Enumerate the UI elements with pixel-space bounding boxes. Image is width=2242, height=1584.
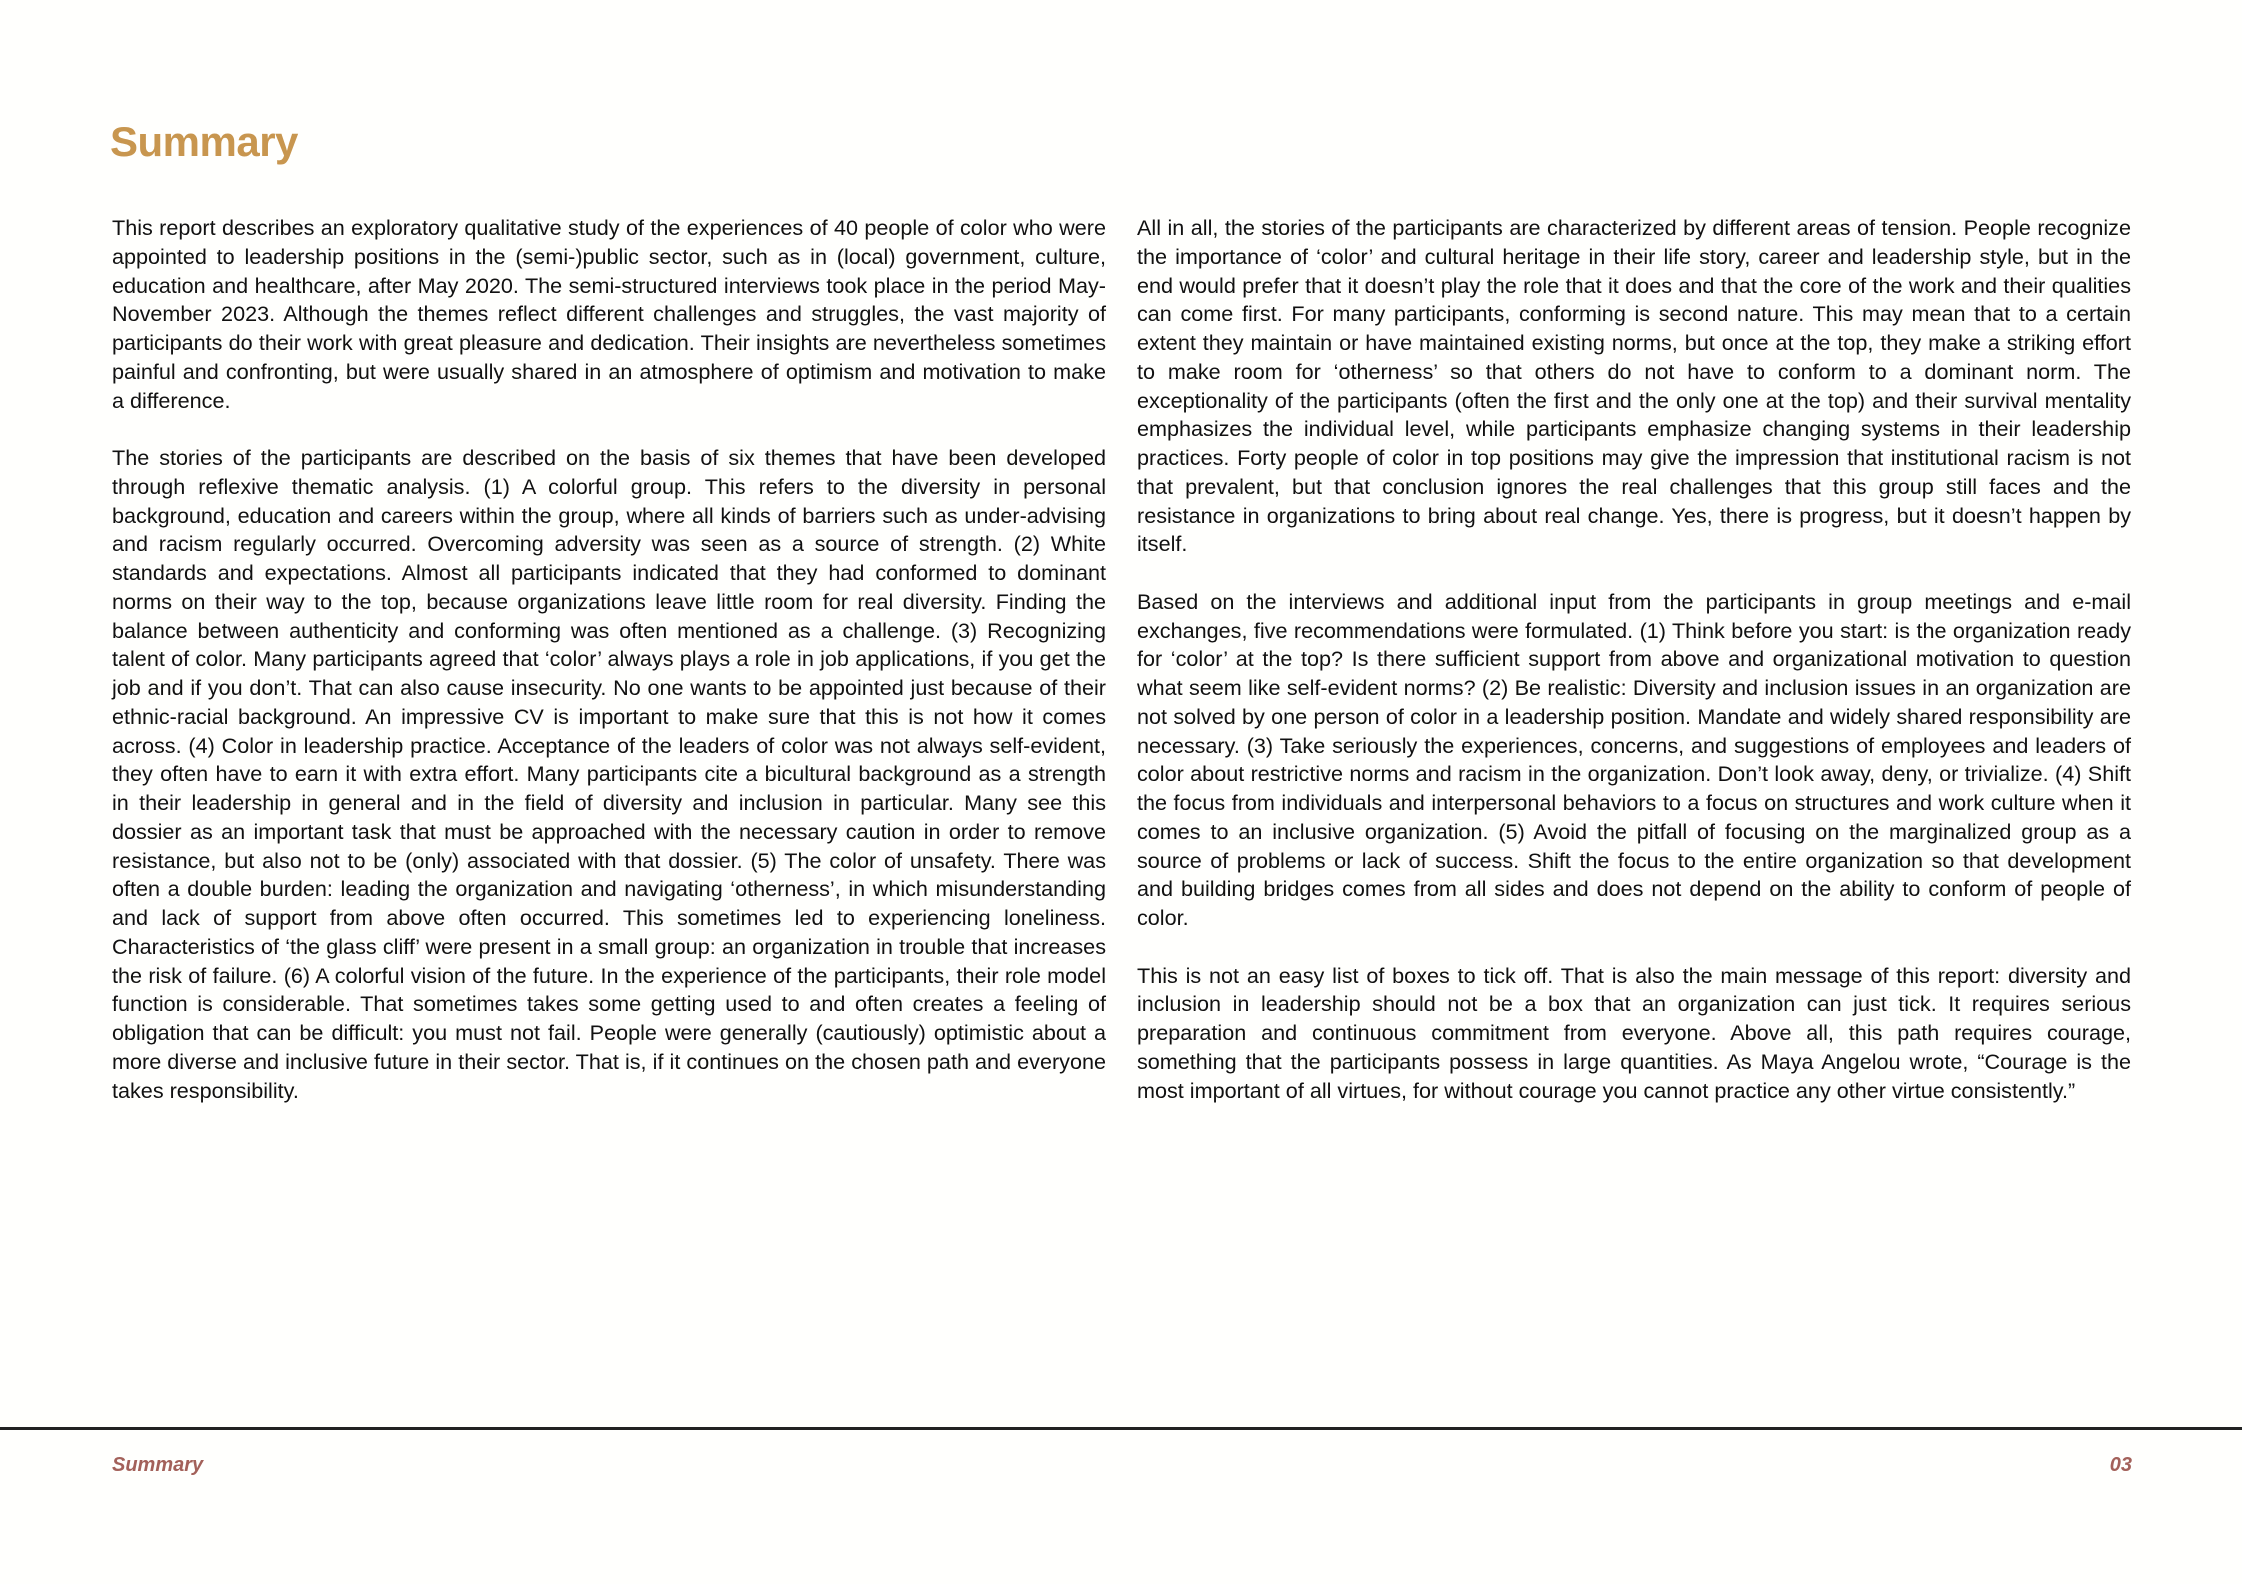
page-title: Summary <box>110 118 298 165</box>
footer-section-title: Summary <box>112 1454 204 1476</box>
paragraph: Based on the interviews and additional input from the participants in group meetings and e-mail exchanges, five recommendations were formulated. (1) Think before you start: is the organization ready for ‘color’ at the top? Is there sufficient support from above and organizational motivation to question what seem like self-evident norms? (2) Be realistic: Diversity and inclusion issues in an organization are not solved by one person of color in a leadership position. Mandate and widely shared responsibility are necessary. (3) Take seriously the experiences, concerns, and suggestions of employees and leaders of color about restrictive norms and racism in the organization. Don’t look away, deny, or trivialize. (4) Shift the focus from individuals and interpersonal behaviors to a focus on structures and work culture when it comes to an inclusive organization. (5) Avoid the pitfall of focusing on the marginalized group as a source of problems or lack of success. Shift the focus to the entire organization so that development and building bridges comes from all sides and does not depend on the ability to conform of people of color. <box>1137 588 2131 930</box>
left-column <box>112 214 1106 1134</box>
footer-divider <box>0 1427 2242 1430</box>
right-column <box>1137 214 2131 1134</box>
page-number: 03 <box>2109 1454 2132 1476</box>
paragraph: This is not an easy list of boxes to tick off. That is also the main message of this report: diversity and inclusion in leadership should not be a box that an organization can just tick. It requires serious preparation and continuous commitment from everyone. Above all, this path requires courage, something that the participants possess in large quantities. As Maya Angelou wrote, “Courage is the most important of all virtues, for without courage you cannot practice any other virtue consistently.” <box>1137 962 2131 1103</box>
paragraph: All in all, the stories of the participants are characterized by different areas of tension. People recognize the importance of ‘color’ and cultural heritage in their life story, career and leadership style, but in the end would prefer that it doesn’t play the role that it does and that the core of the work and their qualities can come first. For many participants, conforming is second nature. This may mean that to a certain extent they maintain or have maintained existing norms, but once at the top, they make a striking effort to make room for ‘otherness’ so that others do not have to conform to a dominant norm. The exceptionality of the participants (often the first and the only one at the top) and their survival mentality emphasizes the individual level, while participants emphasize changing systems in their leadership practices. Forty people of color in top positions may give the impression that institutional racism is not that prevalent, but that conclusion ignores the real challenges that this group still faces and the resistance in organizations to bring about real change. Yes, there is progress, but it doesn’t happen by itself. <box>1137 215 2131 557</box>
paragraph: This report describes an exploratory qualitative study of the experiences of 40 people of color who were appointed to leadership positions in the (semi-)public sector, such as in (local) government, culture, education and healthcare, after May 2020. The semi-structured interviews took place in the period May-November 2023. Although the themes reflect different challenges and struggles, the vast majority of participants do their work with great pleasure and dedication. Their insights are nevertheless sometimes painful and confronting, but were usually shared in an atmosphere of optimism and motivation to make a difference. <box>112 215 1106 413</box>
paragraph: The stories of the participants are described on the basis of six themes that have been developed through reflexive thematic analysis. (1) A colorful group. This refers to the diversity in personal background, education and careers within the group, where all kinds of barriers such as under-advising and racism regularly occurred. Overcoming adversity was seen as a source of strength. (2) White standards and expectations. Almost all participants indicated that they had conformed to dominant norms on their way to the top, because organizations leave little room for real diversity. Finding the balance between authenticity and conforming was often mentioned as a challenge. (3) Recognizing talent of color. Many participants agreed that ‘color’ always plays a role in job applications, if you get the job and if you don’t. That can also cause insecurity. No one wants to be appointed just because of their ethnic-racial background. An impressive CV is important to make sure that this is not how it comes across. (4) Color in leadership practice. Acceptance of the leaders of color was not always self-evident, they often have to earn it with extra effort. Many participants cite a bicultural background as a strength in their leadership in general and in the field of diversity and inclusion in particular. Many see this dossier as an important task that must be approached with the necessary caution in order to remove resistance, but also not to be (only) associated with that dossier. (5) The color of unsafety. There was often a double burden: leading the organization and navigating ‘otherness’, in which misunderstanding and lack of support from above often occurred. This sometimes led to experiencing loneliness. Characteristics of ‘the glass cliff’ were present in a small group: an organization in trouble that increases the risk of failure. (6) A colorful vision of the future. In the experience of the participants, their role model function is considerable. That sometimes takes some getting used to and often creates a feeling of obligation that can be difficult: you must not fail. People were generally (cautiously) optimistic about a more diverse and inclusive future in their sector. That is, if it continues on the chosen path and everyone takes responsibility. <box>112 445 1106 1103</box>
